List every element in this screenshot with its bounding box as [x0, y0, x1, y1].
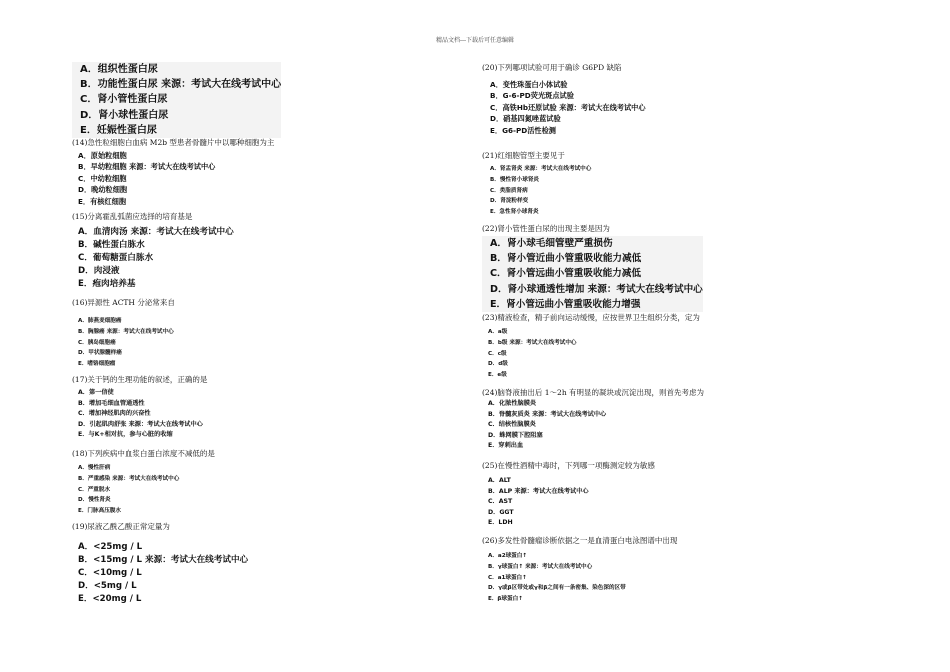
option-d: D．d级	[488, 361, 508, 368]
option-e: E．门脉高压腹水	[78, 508, 121, 515]
option-b: B．严重感染 来源：考试大在线考试中心	[78, 475, 180, 482]
option-c: C．c级	[488, 350, 507, 357]
option-b: B．早幼粒细胞 来源：考试大在线考试中心	[78, 162, 216, 172]
option-e: E．急性肾小球肾炎	[490, 209, 539, 216]
option-c: C．a1球蛋白↑	[488, 574, 527, 581]
option-c: C．肾小管性蛋白尿	[80, 94, 168, 106]
option-e: E．妊娠性蛋白尿	[80, 124, 157, 136]
option-d: D．慢性肾炎	[78, 497, 111, 504]
option-e: E．与K+相对抗，参与心脏的收缩	[78, 431, 173, 439]
option-c: C．<10mg / L	[78, 568, 142, 578]
option-c: C．类脂质肾病	[490, 187, 528, 194]
option-d: D．硝基四氮唑蓝试验	[490, 114, 561, 124]
option-d: D．引起肌肉舒张 来源：考试大在线考试中心	[78, 420, 203, 428]
option-b: B．功能性蛋白尿 来源：考试大在线考试中心	[80, 79, 282, 91]
option-a: A．a级	[488, 329, 508, 335]
question-21	[482, 151, 591, 218]
option-a: A．第一信使	[78, 389, 114, 396]
option-d: D．肾淀粉样变	[490, 198, 529, 205]
question-22	[482, 224, 703, 312]
option-c: C．中幼粒细胞	[78, 173, 127, 183]
question-16	[72, 298, 175, 370]
option-d: D．肾小球性蛋白尿	[80, 109, 169, 121]
option-d: D．晚幼粒细胞	[78, 185, 128, 195]
options-block	[482, 236, 703, 312]
option-b: B．b级 来源：考试大在线考试中心	[488, 339, 577, 346]
option-a: A．肾小球毛细管壁严重损伤	[490, 238, 613, 249]
option-c: C．结核性脑膜炎	[488, 421, 536, 429]
option-b: B．碱性蛋白胨水	[78, 240, 145, 250]
question-stem: (24)脑脊液抽出后 1～2h 有明显的凝块或沉淀出现，则首先考虑为	[482, 388, 705, 397]
option-a: A．慢性肝病	[78, 465, 111, 471]
option-d: D．蛛网膜下腔阻塞	[488, 431, 543, 439]
option-c: C．高铁Hb还原试验 来源：考试大在线考试中心	[490, 102, 646, 112]
option-e: E．肾小管远曲小管重吸收能力增强	[490, 298, 641, 310]
option-d: D．肾小球通透性增加 来源：考试大在线考试中心	[490, 283, 703, 295]
question-stem: (22)肾小管性蛋白尿的出现主要是因为	[482, 224, 610, 233]
option-e: E．<20mg / L	[78, 594, 142, 604]
question-24	[482, 388, 704, 452]
option-e: E．LDH	[488, 519, 513, 527]
question-15	[72, 212, 234, 291]
options-block	[482, 164, 591, 218]
option-b: B．G-6-PD荧光斑点试验	[490, 91, 574, 101]
option-e: E．疱肉培养基	[78, 279, 136, 289]
option-c: C．增加神经肌肉的兴奋性	[78, 410, 151, 418]
question-stem: (15)分离霍乱弧菌应选择的培育基是	[72, 212, 193, 221]
question-17	[72, 375, 207, 441]
option-a: A．原始粒细胞	[78, 151, 127, 160]
question-stem: (18)下列疾病中血浆白蛋白浓度不减低的是	[72, 449, 215, 458]
option-d: D．甲状腺髓样癌	[78, 350, 122, 357]
option-a: A．<25mg / L	[78, 542, 143, 552]
option-c: C．严重脱水	[78, 486, 111, 493]
question-23	[482, 313, 700, 381]
options-block	[72, 463, 215, 517]
option-a: A．肾盂肾炎 来源：考试大在线考试中心	[490, 166, 592, 172]
options-block	[72, 62, 281, 138]
question-stem: (14)急性粒细胞白血病 M2b 型患者骨髓片中以哪种细胞为主	[72, 138, 275, 147]
option-b: B．肾小管近曲小管重吸收能力减低	[490, 253, 642, 265]
option-b: B．脊髓灰质炎 来源：考试大在线考试中心	[488, 410, 607, 418]
option-a: A．ALT	[488, 477, 511, 484]
options-block	[72, 226, 234, 291]
options-block	[72, 316, 175, 370]
option-e: E．有核红细胞	[78, 196, 127, 206]
option-a: A．血清肉汤 来源：考试大在线考试中心	[78, 227, 234, 237]
question-stem: (25)在慢性酒精中毒时，下列哪一项酶测定较为敏感	[482, 461, 655, 470]
option-b: B．ALP 来源：考试大在线考试中心	[488, 487, 589, 495]
option-e: E．e级	[488, 372, 507, 379]
page-header: 精品文档---下载后可任意编辑	[435, 37, 515, 44]
question-stem: (17)关于钙的生理功能的叙述，正确的是	[72, 375, 208, 384]
option-b: B．<15mg / L 来源：考试大在线考试中心	[78, 555, 249, 565]
option-a: A．a2球蛋白↑	[488, 553, 528, 559]
options-block	[72, 388, 207, 441]
option-e: E．嗜铬细胞瘤	[78, 361, 116, 368]
option-d: D．肉浸液	[78, 266, 120, 276]
option-b: B．胸腺癌 来源：考试大在线考试中心	[78, 328, 174, 335]
option-b: B．慢性肾小球肾炎	[490, 176, 540, 183]
question-stem: (26)多发性骨髓瘤诊断依据之一是血清蛋白电泳图谱中出现	[482, 536, 678, 545]
question-25	[482, 461, 655, 529]
option-c: C．葡萄糖蛋白胨水	[78, 253, 154, 263]
option-a: A．肺燕麦细胞癌	[78, 318, 122, 324]
question-26	[482, 536, 677, 605]
question-14	[72, 138, 274, 207]
option-c: C．胰岛细胞癌	[78, 339, 116, 346]
option-a: A．组织性蛋白尿	[80, 64, 158, 75]
question-stem: (16)异源性 ACTH 分泌常来自	[72, 298, 175, 307]
question-stem: (20)下列哪项试验可用于确诊 G6PD 缺陷	[482, 63, 622, 72]
question-18	[72, 449, 215, 517]
option-d: D．GGT	[488, 508, 514, 516]
options-block	[482, 551, 677, 605]
options-block	[482, 476, 655, 529]
option-b: B．增加毛细血管通透性	[78, 399, 145, 407]
question-13	[72, 62, 281, 138]
option-e: E．G6-PD活性检测	[490, 125, 556, 135]
question-stem: (19)尿液乙酰乙酸正常定量为	[72, 522, 170, 531]
option-e: E．穿刺出血	[488, 442, 524, 450]
options-block	[482, 79, 646, 136]
options-block	[72, 150, 274, 207]
option-c: C．AST	[488, 498, 513, 506]
option-d: D．<5mg / L	[78, 581, 137, 591]
option-b: B．γ球蛋白↑ 来源：考试大在线考试中心	[488, 563, 593, 570]
option-a: A．化脓性脑膜炎	[488, 400, 537, 407]
question-19	[72, 522, 248, 606]
options-block	[72, 541, 248, 606]
option-c: C．肾小管远曲小管重吸收能力减低	[490, 268, 641, 280]
question-20	[482, 63, 646, 136]
question-stem: (23)精液检查，精子前向运动缓慢，应按世界卫生组织分类，定为	[482, 313, 700, 322]
question-stem: (21)红细胞管型主要见于	[482, 151, 565, 160]
option-a: A．变性珠蛋白小体试验	[490, 80, 568, 89]
option-d: D．γ或β区带处或γ和β之间有一条密集、染色深的区带	[488, 585, 626, 592]
options-block	[482, 399, 704, 452]
option-e: E．β球蛋白↑	[488, 596, 523, 603]
options-block	[482, 327, 700, 381]
